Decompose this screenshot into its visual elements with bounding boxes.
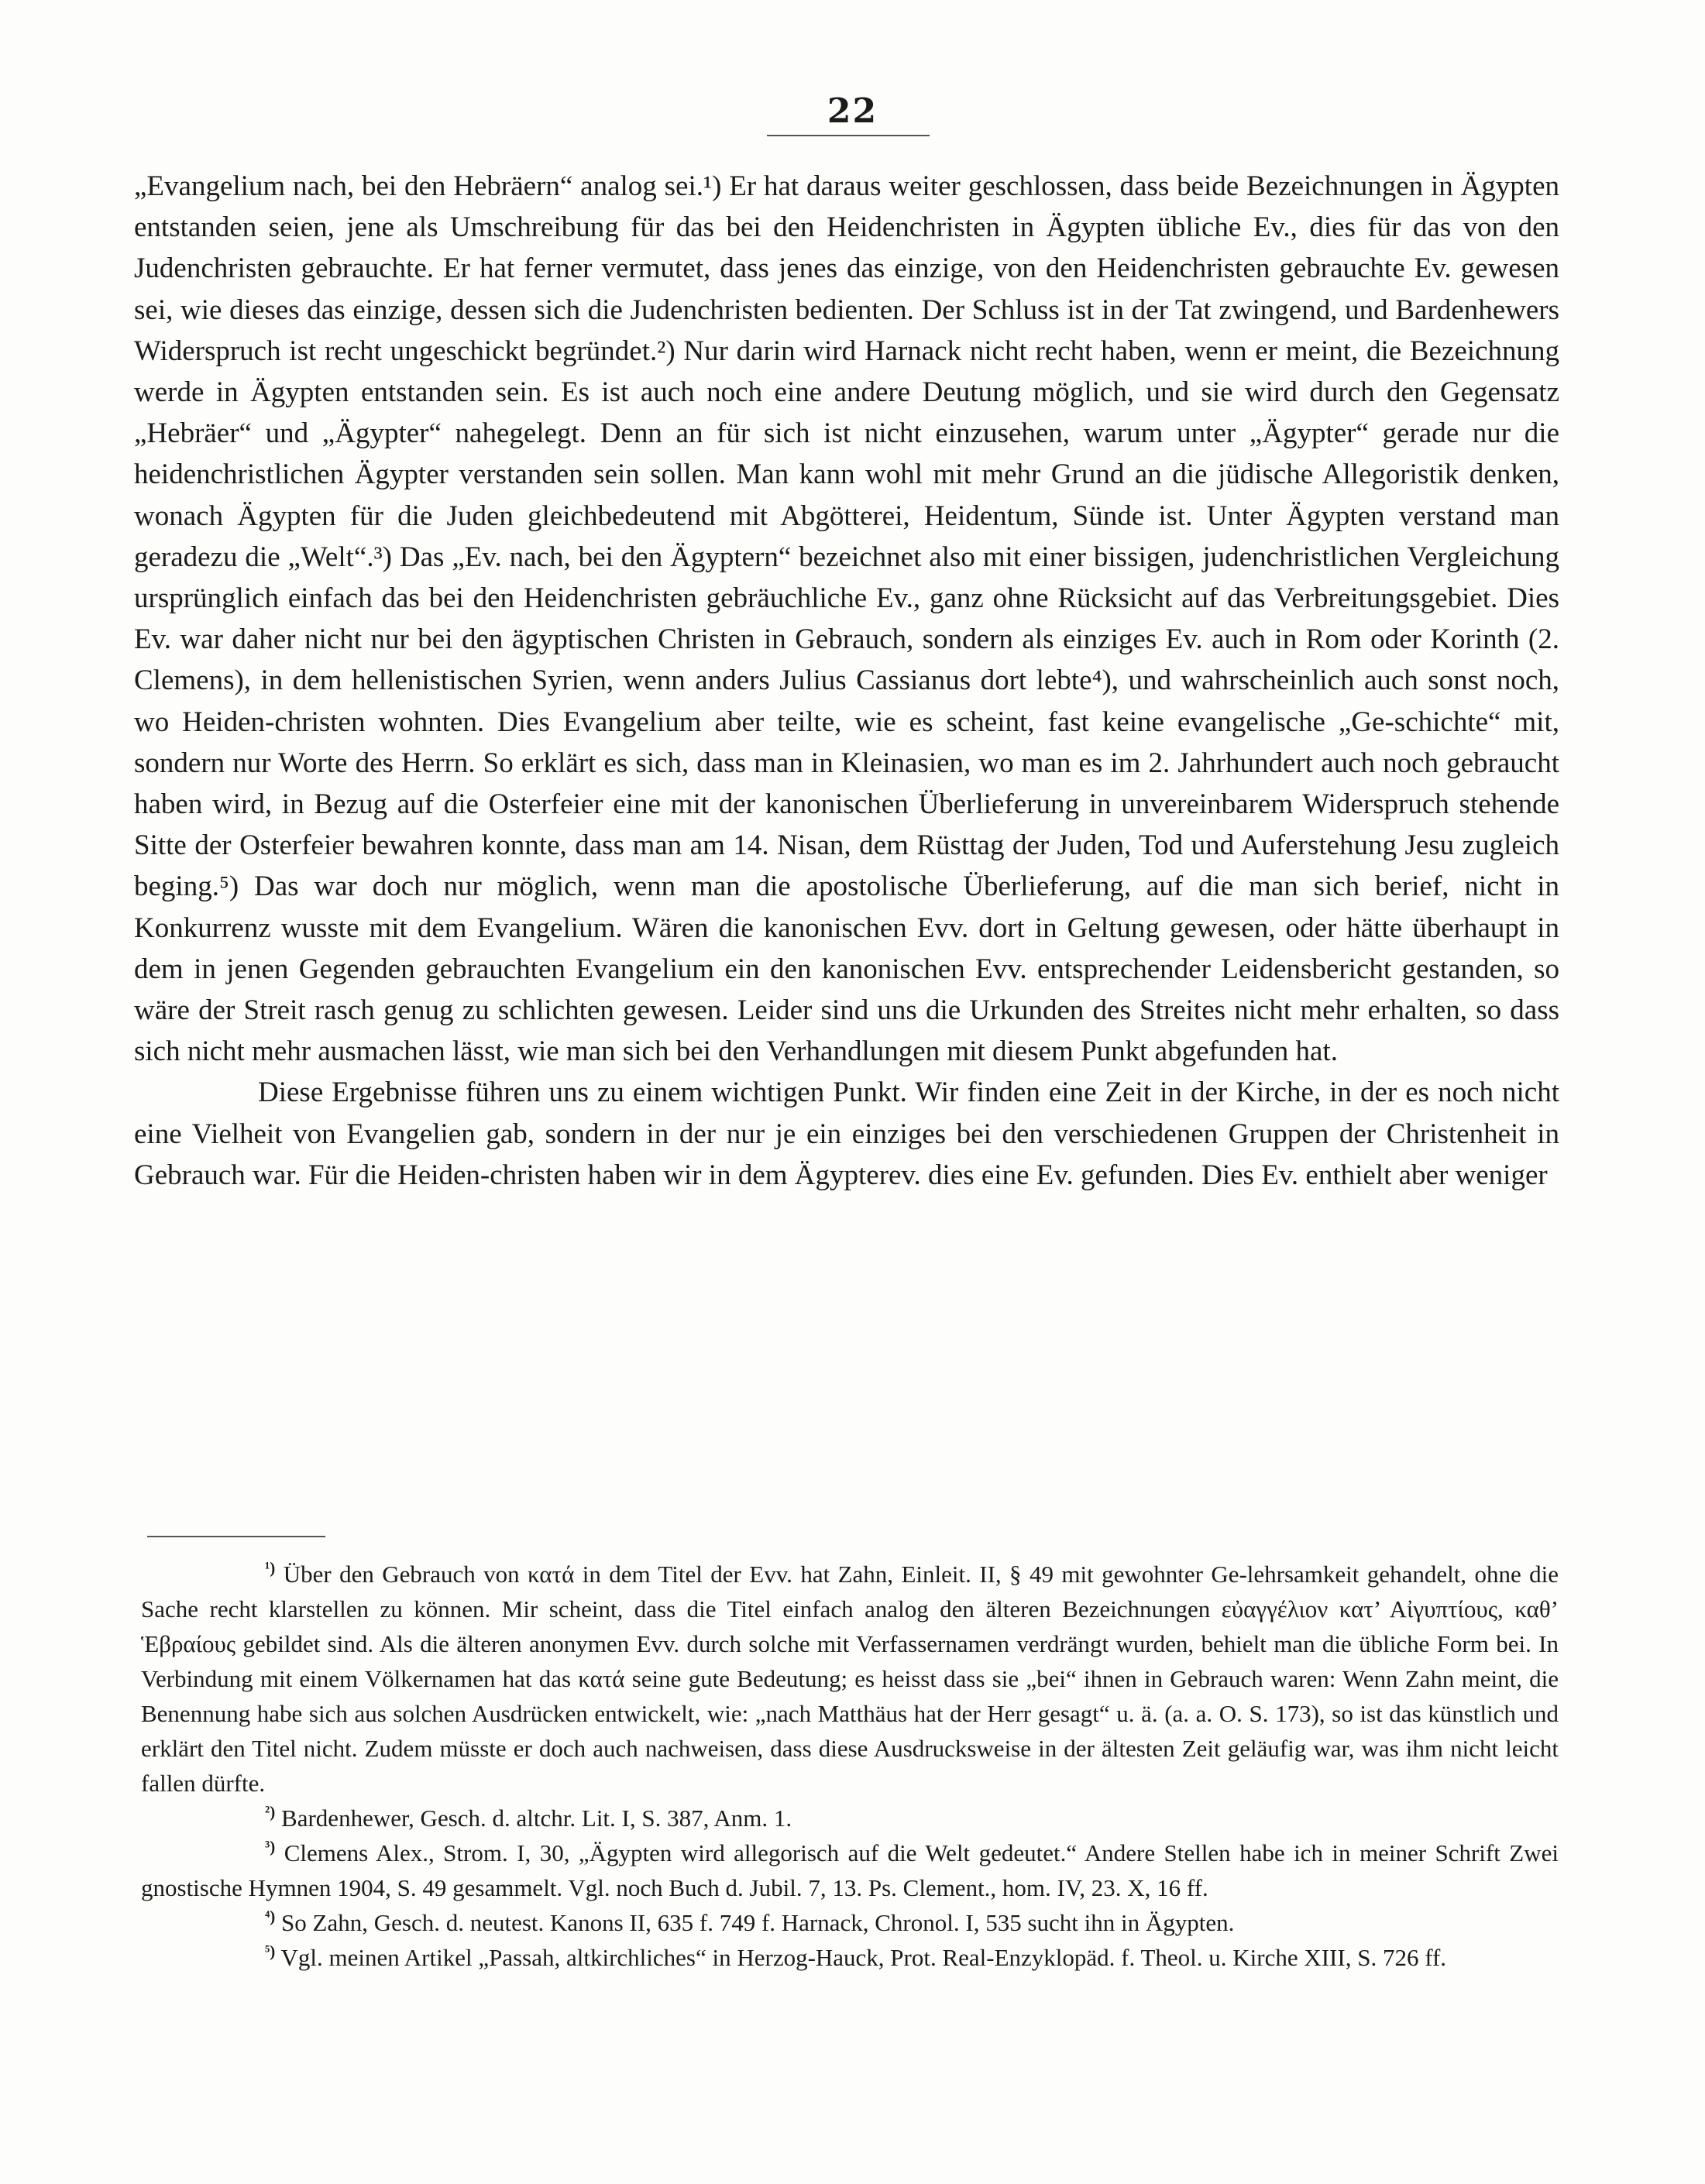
footnote-2 bbox=[141, 1801, 1559, 1835]
footnote-text: Bardenhewer, Gesch. d. altchr. Lit. I, S. 387, Anm. 1. bbox=[281, 1805, 792, 1832]
page-number: 22 bbox=[827, 91, 878, 131]
footnote-text: Über den Gebrauch von κατά in dem Titel der Evv. hat Zahn, Einleit. II, § 49 mit gewohnter Ge-lehrsamkeit gehandelt, ohne die Sache recht klarstellen zu können. Mir scheint, dass die Titel einfach analog den älteren Bezeichnungen εὐαγγέλιον κατ’ Αἰγυπτίους, καθ’ Ἑβραίους gebildet sind. Als die älteren anonymen Evv. durch solche mit Verfassernamen verdrängt wurden, behielt man die übliche Form bei. In Verbindung mit einem Völkernamen hat das κατά seine gute Bedeutung; es heisst dass sie „bei“ ihnen in Gebrauch waren: Wenn Zahn meint, die Benennung habe sich aus solchen Ausdrücken entwickelt, wie: „nach Matthäus hat der Herr gesagt“ u. ä. (a. a. O. S. 173), so ist das künstlich und erklärt den Titel nicht. Zudem müsste er doch auch nachweisen, dass diese Ausdrucksweise in der ältesten Zeit geläufig war, was ihm nicht leicht fallen dürfte. bbox=[141, 1561, 1559, 1797]
footnote-text: Clemens Alex., Strom. I, 30, „Ägypten wird allegorisch auf die Welt gedeutet.“ Andere Stellen habe ich in meiner Schrift Zwei gnostische Hymnen 1904, S. 49 gesammelt. Vgl. noch Buch d. Jubil. 7, 13. Ps. Clement., hom. IV, 23. X, 16 ff. bbox=[141, 1839, 1559, 1901]
body-paragraph-1: „Evangelium nach, bei den Hebräern“ analog sei.¹) Er hat daraus weiter geschlossen, dass beide Bezeichnungen in Ägypten entstanden seien, jene als Umschreibung für das bei den Heidenchristen in Ägypten übliche Ev., dies für das von den Judenchristen gebrauchte. Er hat ferner vermutet, dass jenes das einzige, von den Heidenchristen gebrauchte Ev. gewesen sei, wie dieses das einzige, dessen sich die Judenchristen bedienten. Der Schluss ist in der Tat zwingend, und Bardenhewers Widerspruch ist recht ungeschickt begründet.²) Nur darin wird Harnack nicht recht haben, wenn er meint, die Bezeichnung werde in Ägypten entstanden sein. Es ist auch noch eine andere Deutung möglich, und sie wird durch den Gegensatz „Hebräer“ und „Ägypter“ nahegelegt. Denn an für sich ist nicht einzusehen, warum unter „Ägypter“ gerade nur die heidenchristlichen Ägypter verstanden sein sollen. Man kann wohl mit mehr Grund an die jüdische Allegoristik denken, wonach Ägypten für die Juden gleichbedeutend mit Abgötterei, Heidentum, Sünde ist. Unter Ägypten verstand man geradezu die „Welt“.³) Das „Ev. nach, bei den Ägyptern“ bezeichnet also mit einer bissigen, judenchristlichen Vergleichung ursprünglich einfach das bei den Heidenchristen gebräuchliche Ev., ganz ohne Rücksicht auf das Verbreitungsgebiet. Dies Ev. war daher nicht nur bei den ägyptischen Christen in Gebrauch, sondern als einziges Ev. auch in Rom oder Korinth (2. Clemens), in dem hellenistischen Syrien, wenn anders Julius Cassianus dort lebte⁴), und wahrscheinlich auch sonst noch, wo Heiden-christen wohnten. Dies Evangelium aber teilte, wie es scheint, fast keine evangelische „Ge-schichte“ mit, sondern nur Worte des Herrn. So erklärt es sich, dass man in Kleinasien, wo man es im 2. Jahrhundert auch noch gebraucht haben wird, in Bezug auf die Osterfeier eine mit der kanonischen Überlieferung in unvereinbarem Widerspruch stehende Sitte der Osterfeier bewahren konnte, dass man am 14. Nisan, dem Rüsttag der Juden, Tod und Auferstehung Jesu zugleich beging.⁵) Das war doch nur möglich, wenn man die apostolische Überlieferung, auf die man sich berief, nicht in Konkurrenz wusste mit dem Evangelium. Wären die kanonischen Evv. dort in Geltung gewesen, oder hätte überhaupt in dem in jenen Gegenden gebrauchten Evangelium ein den kanonischen Evv. entsprechender Leidensbericht gestanden, so wäre der Streit rasch genug zu schlichten gewesen. Leider sind uns die Urkunden des Streites nicht mehr erhalten, so dass sich nicht mehr ausmachen lässt, wie man sich bei den Verhandlungen mit diesem Punkt abgefunden hat. bbox=[134, 170, 1559, 1068]
footnote-marker: ²) bbox=[265, 1802, 276, 1822]
footnote-5 bbox=[141, 1940, 1559, 1975]
footnote-marker: ⁴) bbox=[265, 1907, 276, 1926]
footnotes bbox=[141, 1557, 1559, 1975]
body-text bbox=[134, 166, 1559, 1196]
footnote-separator bbox=[147, 1536, 325, 1537]
footnote-marker: ¹) bbox=[265, 1558, 276, 1578]
footnote-text: So Zahn, Gesch. d. neutest. Kanons II, 635 f. 749 f. Harnack, Chronol. I, 535 sucht ihn in Ägypten. bbox=[281, 1909, 1235, 1936]
footnote-text: Vgl. meinen Artikel „Passah, altkirchliches“ in Herzog-Hauck, Prot. Real-Enzyklopäd. f. Theol. u. Kirche XIII, S. 726 ff. bbox=[280, 1944, 1447, 1971]
footnote-3 bbox=[141, 1835, 1559, 1905]
footnote-1 bbox=[141, 1557, 1559, 1801]
page-number-rule bbox=[767, 135, 930, 136]
footnote-marker: ³) bbox=[265, 1837, 276, 1856]
footnote-marker: ⁵) bbox=[265, 1942, 276, 1961]
footnote-4 bbox=[141, 1905, 1559, 1940]
body-paragraph-2: Diese Ergebnisse führen uns zu einem wichtigen Punkt. Wir finden eine Zeit in der Kirche, in der es noch nicht eine Vielheit von Evangelien gab, sondern in der nur je ein einziges bei den verschiedenen Gruppen der Christenheit in Gebrauch war. Für die Heiden-christen haben wir in dem Ägypterev. dies eine Ev. gefunden. Dies Ev. enthielt aber weniger bbox=[134, 1077, 1559, 1191]
